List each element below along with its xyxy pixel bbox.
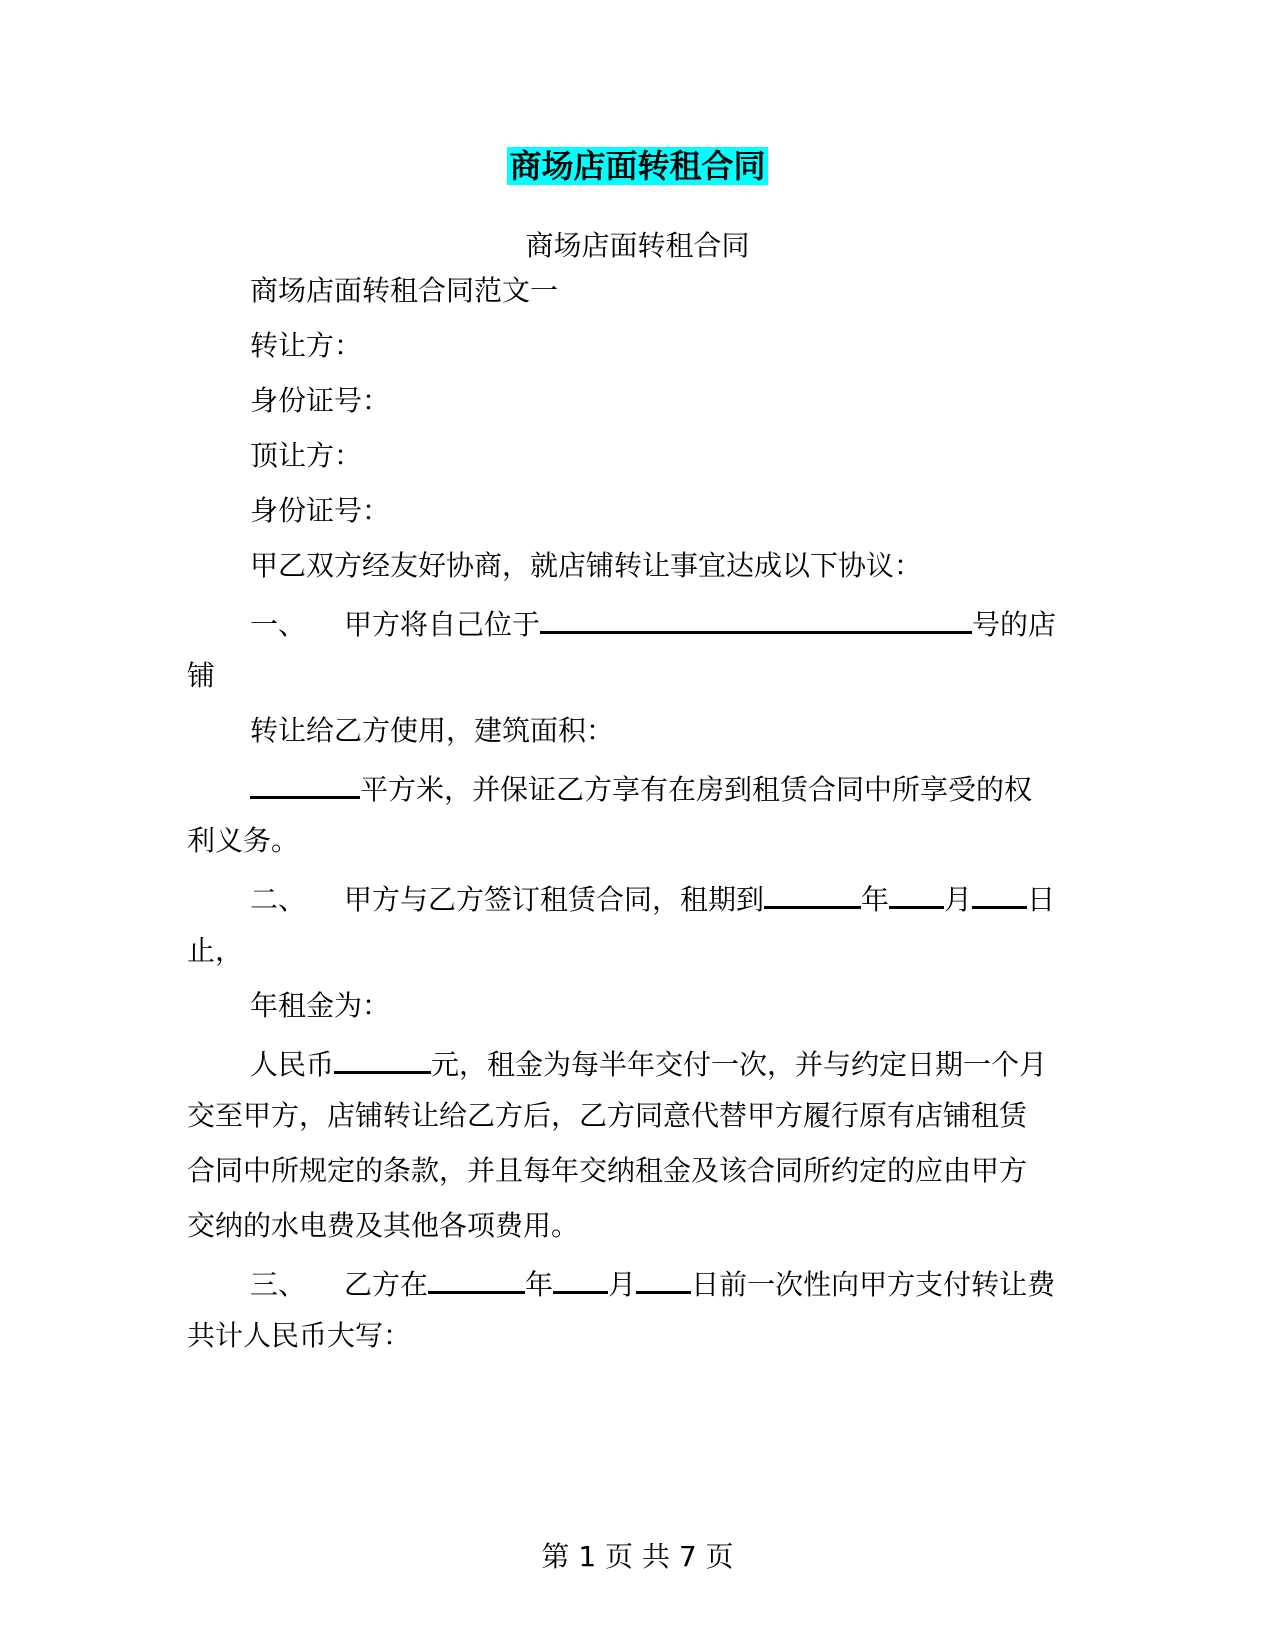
clause-1-continuation: 铺 (187, 659, 216, 692)
clause-2-day-label: 日 (1027, 883, 1056, 916)
clause-1-line-3 (250, 766, 1032, 810)
document-title-text: 商场店面转租合同 (509, 147, 766, 185)
document-title (0, 146, 1275, 186)
clause-1-area-blank (250, 766, 360, 799)
transferee-id-label: 身份证号： (250, 494, 391, 527)
clause-2-rent-before: 人民币 (250, 1048, 335, 1081)
clause-2-number: 二、 (250, 883, 307, 916)
clause-3-number: 三、 (250, 1268, 307, 1301)
clause-2-rent-line-1 (250, 1041, 1047, 1085)
sample-heading: 商场店面转租合同范文一 (250, 274, 559, 307)
clause-1-number: 一、 (250, 608, 307, 641)
document-subtitle: 商场店面转租合同 (525, 229, 750, 262)
clause-2-rent-line-2: 交至甲方，店铺转让给乙方后，乙方同意代替甲方履行原有店铺租赁 (187, 1099, 1028, 1132)
clause-2-text-before: 甲方与乙方签订租赁合同，租期到 (344, 883, 765, 916)
clause-2-month-blank (889, 876, 944, 909)
clause-1-text-after: 号的店 (972, 608, 1057, 641)
clause-3-day-blank (636, 1261, 691, 1294)
clause-3-month-label: 月 (608, 1268, 637, 1301)
clause-3-year-label: 年 (525, 1268, 554, 1301)
clause-3-continuation: 共计人民币大写： (187, 1319, 412, 1352)
clause-2-rent-blank (334, 1041, 431, 1074)
clause-2-continuation: 止， (187, 934, 244, 967)
page-number-footer: 第 1 页 共 7 页 (541, 1540, 734, 1573)
clause-3-text-before: 乙方在 (344, 1268, 429, 1301)
clause-3-year-blank (428, 1261, 525, 1294)
clause-2-rent-after: 元，租金为每半年交付一次，并与约定日期一个月 (431, 1048, 1048, 1081)
clause-2-year-label: 年 (861, 883, 890, 916)
clause-3-month-blank (553, 1261, 608, 1294)
intro-paragraph: 甲乙双方经友好协商，就店铺转让事宜达成以下协议： (250, 549, 923, 582)
transferor-id-label: 身份证号： (250, 384, 391, 417)
clause-3-line-1 (250, 1261, 1055, 1305)
clause-1-address-blank (540, 601, 972, 634)
clause-2-rent-line-3: 合同中所规定的条款，并且每年交纳租金及该合同所约定的应由甲方 (187, 1154, 1028, 1187)
clause-2-line-1 (250, 876, 1055, 920)
clause-2-year-blank (764, 876, 861, 909)
clause-1-text-before: 甲方将自己位于 (344, 608, 541, 641)
clause-3-text-after: 日前一次性向甲方支付转让费 (691, 1268, 1056, 1301)
transferee-label: 顶让方： (250, 439, 363, 472)
clause-2-rent-line-4: 交纳的水电费及其他各项费用。 (187, 1209, 580, 1242)
clause-1-line-2: 转让给乙方使用，建筑面积： (250, 714, 615, 747)
clause-2-month-label: 月 (944, 883, 973, 916)
clause-1-line-1 (250, 601, 1056, 645)
clause-2-rent-label: 年租金为： (250, 989, 391, 1022)
clause-1-line-4: 利义务。 (187, 824, 300, 857)
clause-1-line-3-text: 平方米，并保证乙方享有在房到租赁合同中所享受的权 (360, 773, 1033, 806)
clause-2-day-blank (972, 876, 1027, 909)
transferor-label: 转让方： (250, 329, 363, 362)
